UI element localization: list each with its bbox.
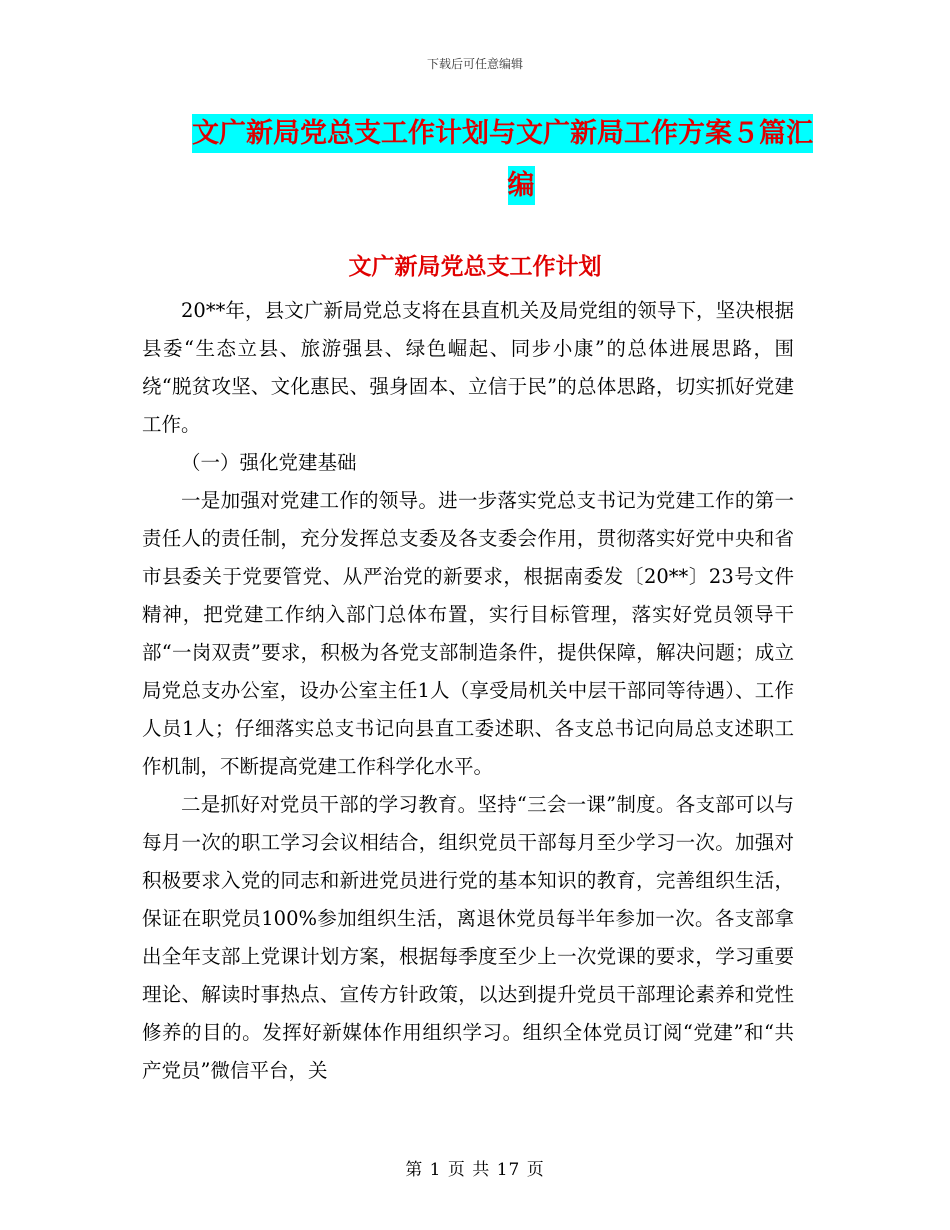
document-title-line2: 编 bbox=[508, 166, 535, 205]
document-title-line1: 文广新局党总支工作计划与文广新局工作方案５篇汇 bbox=[192, 114, 813, 153]
header-note: 下载后可任意编辑 bbox=[426, 57, 523, 71]
section-title: 文广新局党总支工作计划 bbox=[348, 254, 602, 280]
document-title bbox=[192, 108, 822, 212]
subheading: （一）强化党建基础 bbox=[181, 451, 357, 474]
paragraph: 一是加强对党建工作的领导。进一步落实党总支书记为党建工作的第一责任人的责任制，充分发挥总支委及各支委会作用，贯彻落实好党中央和省市县委关于党要管党、从严治党的新要求，根据南委发〔20**〕23号文件精神，把党建工作纳入部门总体布置，实行目标管理，落实好党员领导干部“一岗双责”要求，积极为各党支部制造条件，提供保障，解决问题；成立局党总支办公室，设办公室主任1人（享受局机关中层干部同等待遇）、工作人员1人；仔细落实总支书记向县直工委述职、各支总书记向局总支述职工作机制，不断提高党建工作科学化水平。 bbox=[142, 489, 794, 778]
paragraph: 二是抓好对党员干部的学习教育。坚持“三会一课”制度。各支部可以与每月一次的职工学习会议相结合，组织党员干部每月至少学习一次。加强对积极要求入党的同志和新进党员进行党的基本知识的教育，完善组织生活，保证在职党员100%参加组织生活，离退休党员每半年参加一次。各支部拿出全年支部上党课计划方案，根据每季度至少上一次党课的要求，学习重要理论、解读时事热点、宣传方针政策，以达到提升党员干部理论素养和党性修养的目的。发挥好新媒体作用组织学习。组织全体党员订阅“党建”和“共产党员”微信平台，关 bbox=[142, 793, 794, 1082]
document-body bbox=[142, 292, 794, 1090]
page-number: 第 1 页 共 17 页 bbox=[405, 1160, 545, 1180]
paragraph: 20**年，县文广新局党总支将在县直机关及局党组的领导下，坚决根据县委“生态立县、旅游强县、绿色崛起、同步小康”的总体进展思路，围绕“脱贫攻坚、文化惠民、强身固本、立信于民”的总体思路，切实抓好党建工作。 bbox=[142, 299, 794, 436]
